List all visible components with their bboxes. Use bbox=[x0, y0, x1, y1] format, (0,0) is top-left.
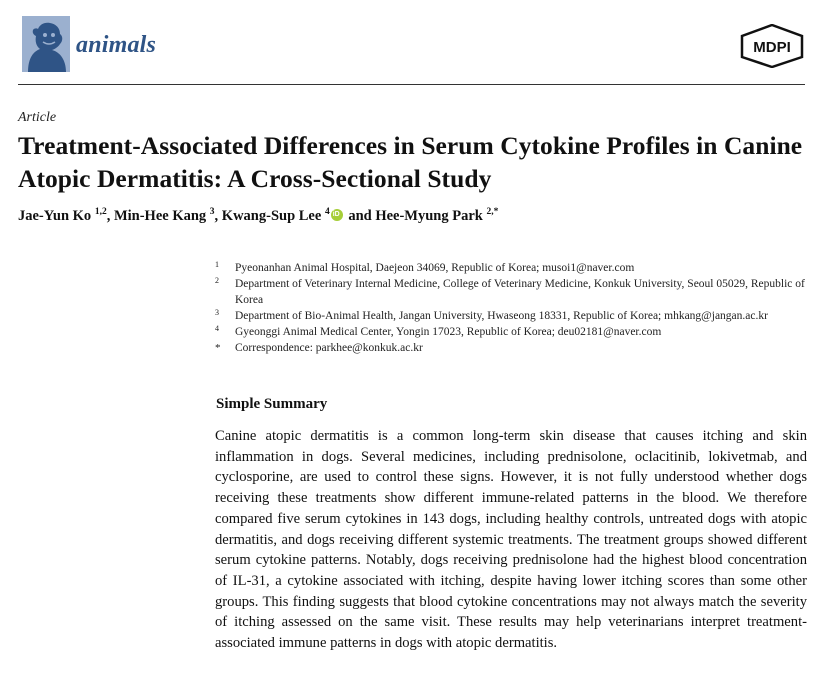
affiliation-text: Gyeonggi Animal Medical Center, Yongin 17023, Republic of Korea; deu02181@naver.com bbox=[235, 326, 662, 338]
affiliations bbox=[213, 260, 813, 356]
author-separator: , bbox=[106, 208, 114, 224]
author-affil-sup[interactable]: 4 bbox=[324, 207, 330, 218]
simple-summary-heading: Simple Summary bbox=[216, 396, 328, 412]
affiliation-marker: 4 bbox=[215, 324, 219, 333]
affiliation-text: Department of Bio-Animal Health, Jangan University, Hwaseong 18331, Republic of Korea; mhkang@jangan.ac.kr bbox=[235, 310, 768, 322]
author-name[interactable]: Kwang-Sup Lee bbox=[221, 208, 322, 224]
orcid-icon[interactable] bbox=[331, 209, 343, 221]
affiliation-marker: 1 bbox=[215, 260, 219, 269]
author-name[interactable]: Min-Hee Kang bbox=[113, 208, 207, 224]
affiliation-text: Pyeonanhan Animal Hospital, Daejeon 34069, Republic of Korea; musoi1@naver.com bbox=[235, 262, 635, 274]
article-type: Article bbox=[18, 110, 57, 125]
affiliation-marker: 2 bbox=[215, 276, 219, 285]
svg-text:MDPI: MDPI bbox=[753, 39, 791, 56]
author-affil-sup[interactable]: 2,* bbox=[486, 207, 499, 218]
affiliation-marker: 3 bbox=[215, 308, 219, 317]
author-affil-sup[interactable]: 3 bbox=[209, 207, 215, 218]
author-name[interactable]: Jae-Yun Ko bbox=[18, 208, 92, 224]
correspondence-text: Correspondence: parkhee@konkuk.ac.kr bbox=[235, 342, 423, 354]
journal-header bbox=[18, 8, 805, 85]
author-separator: , bbox=[214, 208, 222, 224]
simple-summary-text: Canine atopic dermatitis is a common long-term skin disease that causes itching and skin inflammation in dogs. Several medicines, including prednisolone, oclacitinib, lokivetmab, and cyclosporine, are used to control these signs. However, it is not fully understood whether dogs receiving these treatments show different immune-related patterns in the blood. We therefore compared five serum cytokines in 143 dogs, including healthy controls, untreated dogs with atopic dermatitis, and dogs receiving different systemic treatments. The treatment groups showed different serum cytokine patterns. Notably, dogs receiving prednisolone had the highest blood concentration of IL-31, a cytokine associated with itching, despite having lower itching scores than some other groups. This finding suggests that blood cytokine concentrations may not always match the severity of itching assessed on the same visit. These results may help veterinarians interpret treatment-associated immune patterns in dogs with atopic dermatitis. bbox=[215, 428, 807, 652]
header-divider bbox=[18, 84, 805, 85]
affiliation-text: Department of Veterinary Internal Medicine, College of Veterinary Medicine, Konkuk University, Seoul 05029, Republic of Korea bbox=[235, 278, 805, 306]
journal-name[interactable]: animals bbox=[76, 32, 157, 58]
affiliation-item bbox=[213, 260, 813, 276]
affiliation-item bbox=[213, 276, 813, 308]
affiliation-item bbox=[213, 340, 813, 356]
affiliation-item bbox=[213, 324, 813, 340]
monkey-silhouette-icon bbox=[22, 16, 70, 72]
author-list bbox=[18, 208, 498, 225]
affiliation-item bbox=[213, 308, 813, 324]
author-affil-sup[interactable]: 1,2 bbox=[94, 207, 107, 218]
affiliation-marker: * bbox=[215, 342, 221, 354]
mdpi-logo[interactable] bbox=[739, 24, 805, 68]
author-separator: and bbox=[344, 208, 376, 224]
article-title: Treatment-Associated Differences in Serum Cytokine Profiles in Canine Atopic Dermatitis: A Cross-Sectional Study bbox=[18, 131, 803, 193]
author-name[interactable]: Hee-Myung Park bbox=[375, 208, 483, 224]
